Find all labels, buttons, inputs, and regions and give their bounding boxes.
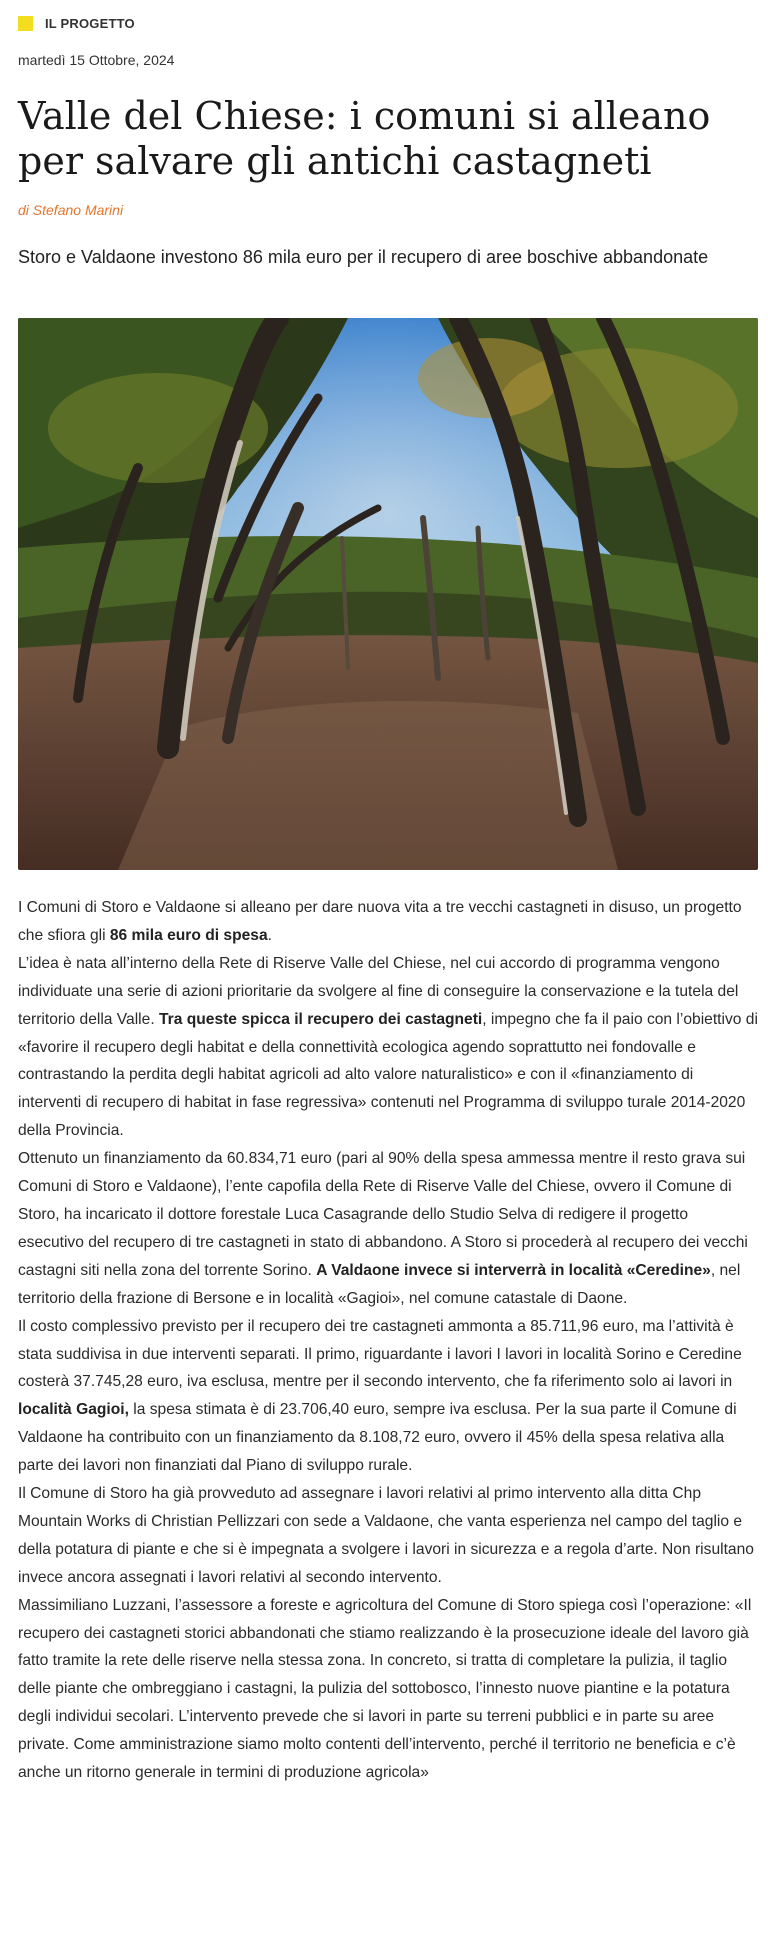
article-author[interactable]: di Stefano Marini bbox=[18, 202, 124, 218]
body-paragraph bbox=[18, 1313, 758, 1480]
article-body bbox=[18, 894, 758, 1787]
text-run: Ottenuto un finanziamento da 60.834,71 euro (pari al 90% della spesa ammessa mentre il resto grava sui Comuni di Storo e Valdaone), l’ente capofila della Rete di Riserve Valle del Chiese, ovvero il Comune di Storo, ha incaricato il dottore forestale Luca Casagrande dello Studio Selva di redigere il progetto esecutivo del recupero di tre castagneti in stato di abbandono. A Storo si procederà al recupero dei vecchi castagni siti nella zona del torrente Sorino. bbox=[18, 1150, 748, 1279]
text-run: Il costo complessivo previsto per il recupero dei tre castagneti ammonta a 85.711,96 euro, ma l’attività è stata suddivisa in due interventi separati. Il primo, riguardante i lavori I lavori in località Sorino e Ceredine costerà 37.745,28 euro, iva esclusa, mentre per il secondo intervento, che fa riferimento solo ai lavori in bbox=[18, 1317, 742, 1391]
body-paragraph bbox=[18, 950, 758, 1145]
article-subtitle: Storo e Valdaone investono 86 mila euro per il recupero di aree boschive abbandonate bbox=[18, 247, 709, 267]
body-paragraph bbox=[18, 1480, 758, 1592]
text-run: Il Comune di Storo ha già provveduto ad assegnare i lavori relativi al primo intervento alla ditta Chp Mountain Works di Christian Pellizzari con sede a Valdaone, che vanta esperienza nel campo del taglio e della potatura di piante e che si è impegnata a svolgere i lavori in sicurezza e a regola d’arte. Non risultano invece ancora assegnati i lavori relativi al secondo intervento. bbox=[18, 1485, 754, 1586]
section-label-text: IL PROGETTO bbox=[45, 15, 135, 31]
article-date: martedì 15 Ottobre, 2024 bbox=[18, 52, 175, 68]
article-title: Valle del Chiese: i comuni si alleano per salvare gli antichi castagneti bbox=[18, 94, 711, 183]
article-hero-image bbox=[18, 318, 758, 870]
text-run: I Comuni di Storo e Valdaone si alleano per dare nuova vita a tre vecchi castagneti in disuso, un progetto che sfiora gli bbox=[18, 899, 742, 944]
text-run: la spesa stimata è di 23.706,40 euro, sempre iva esclusa. Per la sua parte il Comune di Valdaone ha contribuito con un finanziamento da 8.108,72 euro, ovvero il 45% della spesa relativa alla parte dei lavori non finanziati dal Piano di sviluppo rurale. bbox=[18, 1401, 737, 1475]
text-run: , impegno che fa il paio con l’obiettivo di «favorire il recupero degli habitat e della connettività ecologica agendo soprattutto nei fondovalle e contrastando la perdita degli habitat agricoli ad alto valore naturalistico» e con il «finanziamento di interventi di recupero di habitat in fase regressiva» contenuti nel Programma di sviluppo turale 2014-2020 della Provincia. bbox=[18, 1010, 758, 1140]
section-square-icon bbox=[18, 16, 33, 31]
section-label[interactable] bbox=[18, 14, 135, 32]
bold-run: A Valdaone invece si interverrà in località «Ceredine» bbox=[316, 1261, 711, 1279]
bold-run: 86 mila euro di spesa bbox=[109, 926, 268, 944]
text-run: L’idea è nata all’interno della Rete di Riserve Valle del Chiese, nel cui accordo di programma vengono individuate una serie di azioni prioritarie da svolgere al fine di conseguire la conservazione e la tutela del territorio della Valle. bbox=[18, 954, 739, 1028]
body-paragraph bbox=[18, 1145, 758, 1312]
text-run: , nel territorio della frazione di Bersone e in località «Gagioi», nel comune catastale di Daone. bbox=[18, 1261, 741, 1307]
text-run: Massimiliano Luzzani, l’assessore a foreste e agricoltura del Comune di Storo spiega così l’operazione: «Il recupero dei castagneti storici abbandonati che stiamo realizzando è la prosecuzione ideale del lavoro già fatto tramite la rete delle riserve nella stessa zona. In concreto, si tratta di completare la pulizia, il taglio delle piante che ombreggiano i castagni, la pulizia del sottobosco, l’innesto nuove piantine e la potatura degli individui secolari. L’intervento prevede che si lavori in parte su terreni pubblici e in parte su aree private. Come amministrazione siamo molto contenti dell’intervento, perché il territorio ne beneficia e c’è anche un ritorno generale in termini di produzione agricola» bbox=[18, 1596, 752, 1782]
bold-run: Tra queste spicca il recupero dei castagneti bbox=[158, 1010, 483, 1028]
body-paragraph bbox=[18, 894, 758, 950]
chestnut-grove-photo bbox=[18, 318, 758, 870]
body-paragraph bbox=[18, 1592, 758, 1787]
text-run: . bbox=[267, 926, 272, 944]
bold-run: località Gagioi, bbox=[18, 1401, 129, 1419]
